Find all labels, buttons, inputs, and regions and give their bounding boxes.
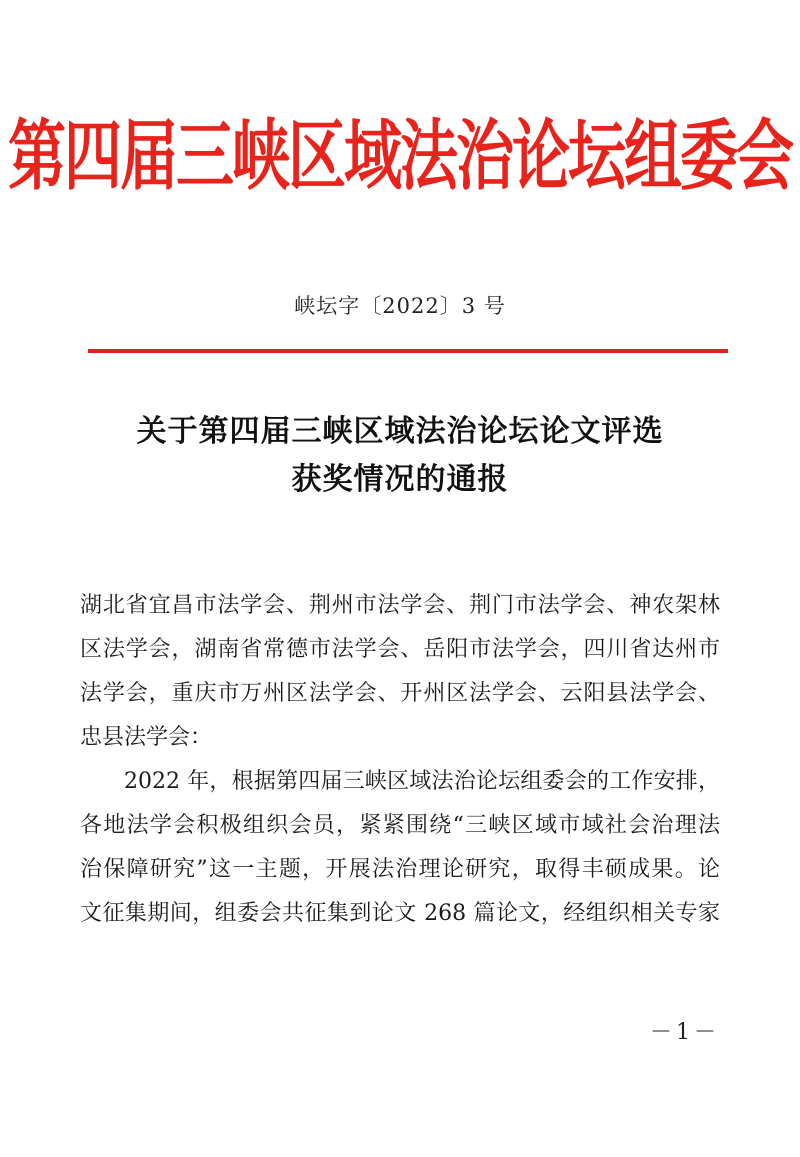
addressee-line: 忠县法学会： (80, 725, 213, 750)
addressee-line: 法学会，重庆市万州区法学会、开州区法学会、云阳县法学会、 (80, 681, 720, 706)
addressee-line: 湖北省宜昌市法学会、荆州市法学会、荆门市法学会、神农架林 (80, 593, 720, 618)
document-title-line-1: 关于第四届三峡区域法治论坛论文评选 (136, 414, 664, 449)
issuer-heading: 第四届三峡区域法治论坛组委会 (7, 111, 792, 201)
addressee-block (80, 584, 720, 760)
paragraph-line: 各地法学会积极组织会员，紧紧围绕“三峡区域市域社会治理法 (80, 813, 720, 838)
addressee-line: 区法学会，湖南省常德市法学会、岳阳市法学会，四川省达州市 (80, 637, 720, 662)
document-number: 峡坛字〔2022〕3 号 (294, 294, 506, 318)
document-title-line-2: 获奖情况的通报 (291, 462, 509, 497)
paragraph-line: 治保障研究”这一主题，开展法治理论研究，取得丰硕成果。论 (80, 857, 720, 882)
body-paragraph (80, 760, 720, 936)
red-divider-line (88, 349, 728, 353)
paragraph-line: 文征集期间，组委会共征集到论文 268 篇论文，经组织相关专家 (80, 901, 720, 926)
page-number: －1－ (650, 1020, 720, 1045)
paragraph-line: 2022 年，根据第四届三峡区域法治论坛组委会的工作安排， (124, 769, 720, 794)
